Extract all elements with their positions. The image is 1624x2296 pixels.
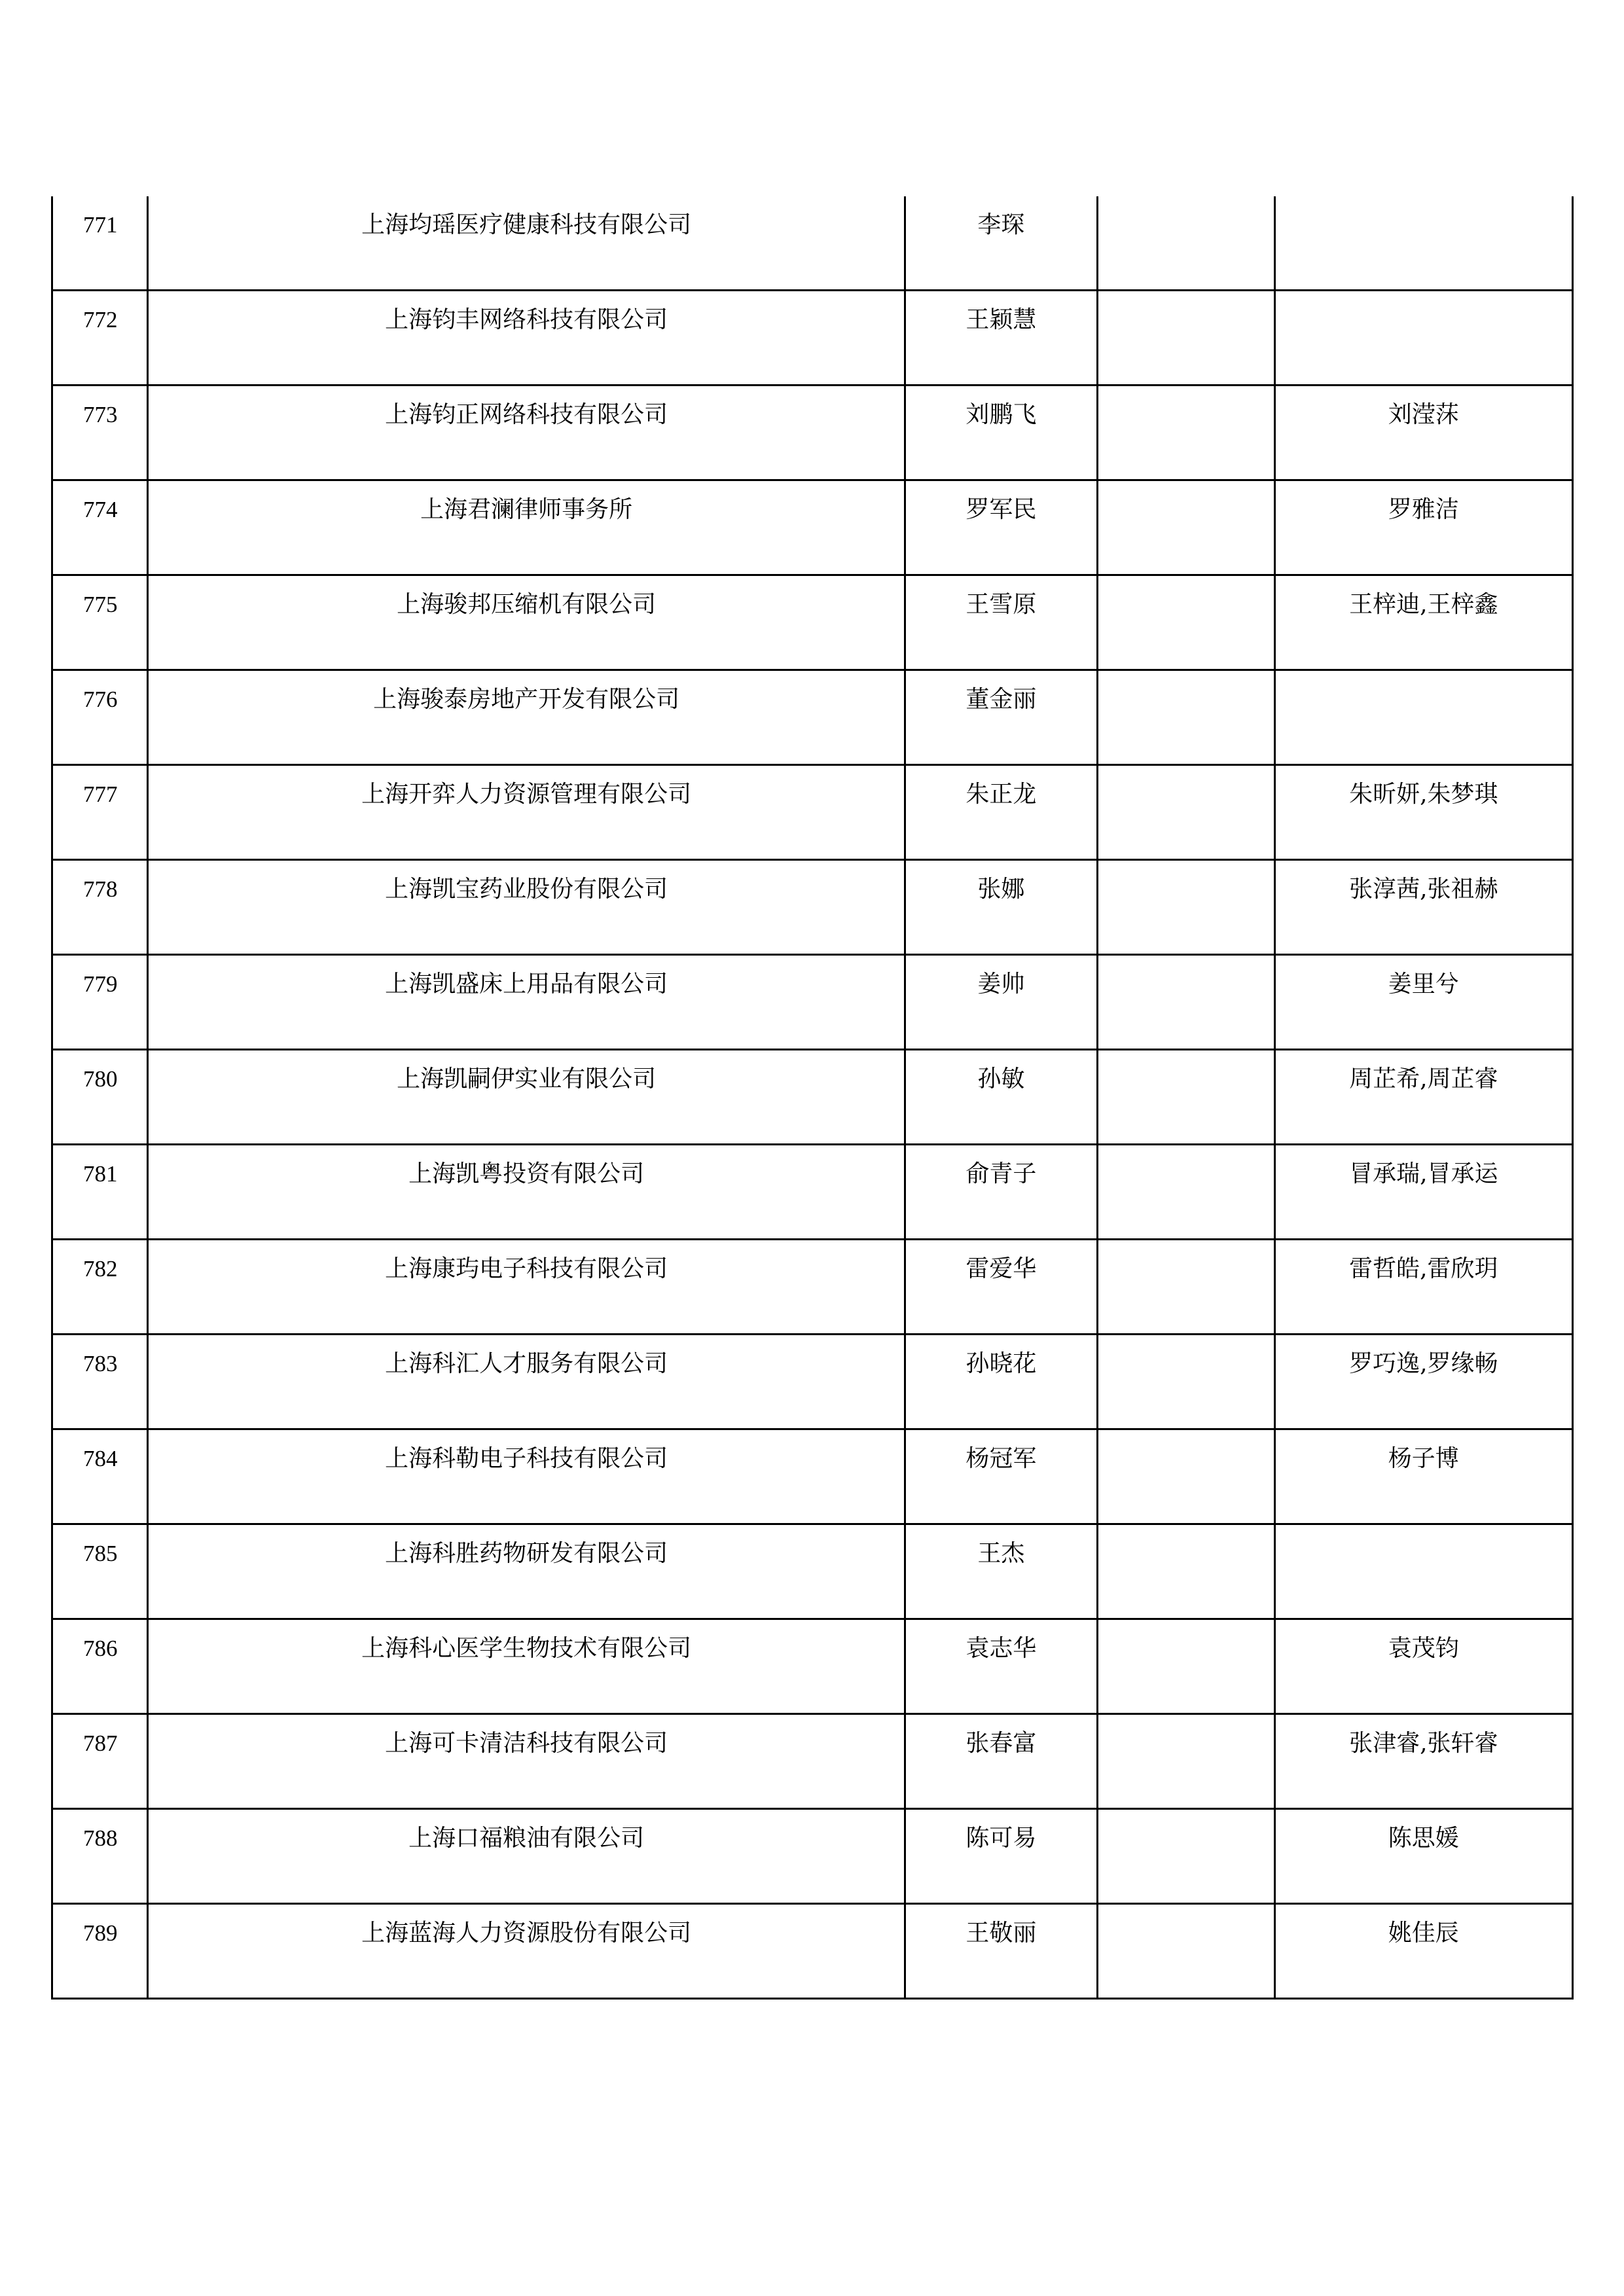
blank-cell-cell <box>1097 765 1274 860</box>
table-row <box>52 1619 1573 1714</box>
children-names: 张淳茜,张祖赫 <box>1349 876 1498 903</box>
blank-cell-cell <box>1097 1619 1274 1714</box>
contact-person: 杨冠军 <box>965 1445 1037 1472</box>
contact-person: 俞青子 <box>965 1160 1037 1187</box>
contact-person-cell <box>905 1145 1097 1240</box>
company-name: 上海凯嗣伊实业有限公司 <box>397 1066 657 1092</box>
blank-cell-cell <box>1097 1335 1274 1429</box>
company-name: 上海凯宝药业股份有限公司 <box>385 876 668 903</box>
company-name: 上海科汇人才服务有限公司 <box>385 1350 668 1377</box>
company-name-cell <box>148 1145 905 1240</box>
table-row <box>52 1904 1573 1999</box>
row-number-cell <box>52 196 148 291</box>
children-names-cell <box>1274 386 1572 480</box>
row-number: 780 <box>83 1066 118 1092</box>
table-row <box>52 860 1573 955</box>
row-number-cell <box>52 1524 148 1619</box>
company-name-cell <box>148 575 905 670</box>
row-number-cell <box>52 1145 148 1240</box>
children-names-cell <box>1274 860 1572 955</box>
company-name: 上海口福粮油有限公司 <box>408 1825 645 1852</box>
row-number: 778 <box>83 876 118 902</box>
company-name: 上海科胜药物研发有限公司 <box>385 1540 668 1567</box>
blank-cell <box>1098 671 1274 688</box>
table-row <box>52 955 1573 1050</box>
row-number: 783 <box>83 1351 118 1376</box>
blank-cell-cell <box>1097 1809 1274 1904</box>
company-name-cell <box>148 480 905 575</box>
table-row <box>52 480 1573 575</box>
contact-person-cell <box>905 1524 1097 1619</box>
company-name-cell <box>148 196 905 291</box>
blank-cell-cell <box>1097 575 1274 670</box>
children-names: 朱昕妍,朱梦琪 <box>1349 781 1498 808</box>
blank-cell <box>1098 1145 1274 1162</box>
contact-person: 雷爱华 <box>965 1255 1037 1282</box>
row-number-cell <box>52 575 148 670</box>
contact-person: 朱正龙 <box>965 781 1037 808</box>
blank-cell-cell <box>1097 955 1274 1050</box>
table-row <box>52 1240 1573 1335</box>
contact-person: 张娜 <box>977 876 1025 903</box>
blank-cell <box>1098 1240 1274 1257</box>
contact-person: 张春富 <box>965 1730 1037 1757</box>
row-number: 786 <box>83 1636 118 1661</box>
blank-cell <box>1098 1050 1274 1067</box>
contact-person: 王敬丽 <box>965 1920 1037 1946</box>
row-number-cell <box>52 1429 148 1524</box>
contact-person: 姜帅 <box>977 971 1025 997</box>
table-row <box>52 1524 1573 1619</box>
row-number: 771 <box>83 212 118 238</box>
row-number: 781 <box>83 1161 118 1187</box>
children-names-cell <box>1274 1524 1572 1619</box>
row-number: 776 <box>83 687 118 712</box>
company-name-cell <box>148 1809 905 1904</box>
row-number: 787 <box>83 1731 118 1756</box>
company-name-cell <box>148 386 905 480</box>
row-number: 779 <box>83 971 118 997</box>
contact-person-cell <box>905 1050 1097 1145</box>
company-name: 上海骏邦压缩机有限公司 <box>397 591 657 618</box>
company-name: 上海开弈人力资源管理有限公司 <box>361 781 692 808</box>
row-number: 773 <box>83 402 118 427</box>
blank-cell-cell <box>1097 1240 1274 1335</box>
children-names <box>1276 291 1572 308</box>
children-names: 雷哲皓,雷欣玥 <box>1349 1255 1498 1282</box>
contact-person: 孙晓花 <box>965 1350 1037 1377</box>
children-names-cell <box>1274 1904 1572 1999</box>
table-row <box>52 1050 1573 1145</box>
children-names-cell <box>1274 291 1572 386</box>
table-row <box>52 670 1573 765</box>
contact-person: 王雪原 <box>965 591 1037 618</box>
children-names-cell <box>1274 1809 1572 1904</box>
children-names: 袁茂钧 <box>1388 1635 1459 1662</box>
blank-cell <box>1098 1430 1274 1447</box>
children-names-cell <box>1274 1240 1572 1335</box>
row-number: 789 <box>83 1920 118 1946</box>
children-names-cell <box>1274 765 1572 860</box>
row-number-cell <box>52 1714 148 1809</box>
blank-cell-cell <box>1097 291 1274 386</box>
blank-cell <box>1098 386 1274 403</box>
contact-person-cell <box>905 386 1097 480</box>
row-number-cell <box>52 1904 148 1999</box>
contact-person-cell <box>905 196 1097 291</box>
table-row <box>52 1145 1573 1240</box>
blank-cell <box>1098 766 1274 783</box>
company-name: 上海凯盛床上用品有限公司 <box>385 971 668 997</box>
children-names-cell <box>1274 480 1572 575</box>
row-number: 782 <box>83 1256 118 1282</box>
company-name: 上海康玙电子科技有限公司 <box>385 1255 668 1282</box>
company-name-cell <box>148 860 905 955</box>
contact-person: 袁志华 <box>965 1635 1037 1662</box>
company-name: 上海可卡清洁科技有限公司 <box>385 1730 668 1757</box>
contact-person-cell <box>905 1904 1097 1999</box>
contact-person: 孙敏 <box>977 1066 1025 1092</box>
blank-cell-cell <box>1097 480 1274 575</box>
blank-cell-cell <box>1097 1524 1274 1619</box>
company-name: 上海骏泰房地产开发有限公司 <box>373 686 680 713</box>
children-names-cell <box>1274 670 1572 765</box>
contact-person-cell <box>905 670 1097 765</box>
company-name: 上海均瑶医疗健康科技有限公司 <box>361 211 692 238</box>
row-number: 784 <box>83 1446 118 1471</box>
row-number: 788 <box>83 1825 118 1851</box>
children-names-cell <box>1274 1145 1572 1240</box>
blank-cell <box>1098 1810 1274 1827</box>
blank-cell-cell <box>1097 1714 1274 1809</box>
blank-cell <box>1098 1620 1274 1637</box>
blank-cell-cell <box>1097 1145 1274 1240</box>
records-table <box>51 196 1574 2000</box>
blank-cell-cell <box>1097 670 1274 765</box>
blank-cell <box>1098 481 1274 498</box>
contact-person: 罗军民 <box>965 496 1037 523</box>
blank-cell-cell <box>1097 1050 1274 1145</box>
contact-person-cell <box>905 765 1097 860</box>
table-body <box>52 196 1573 1999</box>
row-number-cell <box>52 1240 148 1335</box>
contact-person-cell <box>905 1240 1097 1335</box>
company-name: 上海君澜律师事务所 <box>420 496 633 523</box>
children-names <box>1276 1525 1572 1542</box>
children-names-cell <box>1274 955 1572 1050</box>
contact-person: 刘鹏飞 <box>965 401 1037 428</box>
company-name-cell <box>148 1904 905 1999</box>
table-row <box>52 196 1573 291</box>
children-names-cell <box>1274 1335 1572 1429</box>
contact-person-cell <box>905 480 1097 575</box>
row-number-cell <box>52 765 148 860</box>
blank-cell-cell <box>1097 1904 1274 1999</box>
company-name-cell <box>148 1619 905 1714</box>
company-name-cell <box>148 1335 905 1429</box>
contact-person-cell <box>905 1714 1097 1809</box>
blank-cell <box>1098 1905 1274 1922</box>
blank-cell <box>1098 1335 1274 1352</box>
company-name-cell <box>148 1714 905 1809</box>
row-number-cell <box>52 1050 148 1145</box>
company-name: 上海钧正网络科技有限公司 <box>385 401 668 428</box>
contact-person-cell <box>905 860 1097 955</box>
row-number: 777 <box>83 781 118 807</box>
blank-cell <box>1098 1525 1274 1542</box>
row-number-cell <box>52 1335 148 1429</box>
blank-cell <box>1098 196 1274 213</box>
blank-cell <box>1098 861 1274 878</box>
children-names: 张津睿,张轩睿 <box>1349 1730 1498 1757</box>
table-row <box>52 575 1573 670</box>
table-row <box>52 1714 1573 1809</box>
contact-person-cell <box>905 955 1097 1050</box>
contact-person-cell <box>905 1429 1097 1524</box>
row-number: 785 <box>83 1541 118 1566</box>
row-number-cell <box>52 670 148 765</box>
children-names: 姚佳辰 <box>1388 1920 1459 1946</box>
company-name: 上海钧丰网络科技有限公司 <box>385 306 668 333</box>
company-name-cell <box>148 670 905 765</box>
company-name-cell <box>148 1524 905 1619</box>
company-name-cell <box>148 765 905 860</box>
table-row <box>52 765 1573 860</box>
row-number-cell <box>52 291 148 386</box>
children-names-cell <box>1274 1050 1572 1145</box>
company-name: 上海科勒电子科技有限公司 <box>385 1445 668 1472</box>
row-number-cell <box>52 1619 148 1714</box>
row-number: 774 <box>83 497 118 522</box>
blank-cell <box>1098 576 1274 593</box>
blank-cell-cell <box>1097 386 1274 480</box>
contact-person: 王杰 <box>977 1540 1025 1567</box>
children-names: 陈思媛 <box>1388 1825 1459 1852</box>
company-name-cell <box>148 1240 905 1335</box>
company-name: 上海凯粤投资有限公司 <box>408 1160 645 1187</box>
company-name-cell <box>148 1429 905 1524</box>
contact-person-cell <box>905 575 1097 670</box>
blank-cell-cell <box>1097 1429 1274 1524</box>
table-row <box>52 1809 1573 1904</box>
children-names: 罗雅洁 <box>1388 496 1459 523</box>
contact-person-cell <box>905 291 1097 386</box>
row-number-cell <box>52 955 148 1050</box>
children-names: 刘滢莯 <box>1388 401 1459 428</box>
company-name-cell <box>148 1050 905 1145</box>
blank-cell-cell <box>1097 196 1274 291</box>
table-row <box>52 386 1573 480</box>
table-row <box>52 1335 1573 1429</box>
blank-cell-cell <box>1097 860 1274 955</box>
contact-person: 陈可易 <box>965 1825 1037 1852</box>
contact-person-cell <box>905 1335 1097 1429</box>
contact-person-cell <box>905 1619 1097 1714</box>
row-number-cell <box>52 1809 148 1904</box>
contact-person: 李琛 <box>977 211 1025 238</box>
children-names-cell <box>1274 575 1572 670</box>
children-names: 冒承瑞,冒承运 <box>1349 1160 1498 1187</box>
children-names <box>1276 671 1572 688</box>
table-row <box>52 291 1573 386</box>
row-number: 772 <box>83 307 118 332</box>
company-name-cell <box>148 955 905 1050</box>
contact-person: 董金丽 <box>965 686 1037 713</box>
contact-person: 王颖慧 <box>965 306 1037 333</box>
row-number-cell <box>52 480 148 575</box>
children-names: 杨子博 <box>1388 1445 1459 1472</box>
row-number-cell <box>52 860 148 955</box>
children-names-cell <box>1274 1619 1572 1714</box>
blank-cell <box>1098 956 1274 973</box>
table-row <box>52 1429 1573 1524</box>
children-names: 周芷希,周芷睿 <box>1349 1066 1498 1092</box>
children-names-cell <box>1274 196 1572 291</box>
row-number-cell <box>52 386 148 480</box>
company-name-cell <box>148 291 905 386</box>
children-names-cell <box>1274 1429 1572 1524</box>
children-names-cell <box>1274 1714 1572 1809</box>
company-name: 上海蓝海人力资源股份有限公司 <box>361 1920 692 1946</box>
company-name: 上海科心医学生物技术有限公司 <box>361 1635 692 1662</box>
blank-cell <box>1098 1715 1274 1732</box>
children-names: 姜里兮 <box>1388 971 1459 997</box>
blank-cell <box>1098 291 1274 308</box>
children-names: 王梓迪,王梓鑫 <box>1349 591 1498 618</box>
children-names <box>1276 196 1572 213</box>
contact-person-cell <box>905 1809 1097 1904</box>
row-number: 775 <box>83 592 118 617</box>
children-names: 罗巧逸,罗缘畅 <box>1349 1350 1498 1377</box>
